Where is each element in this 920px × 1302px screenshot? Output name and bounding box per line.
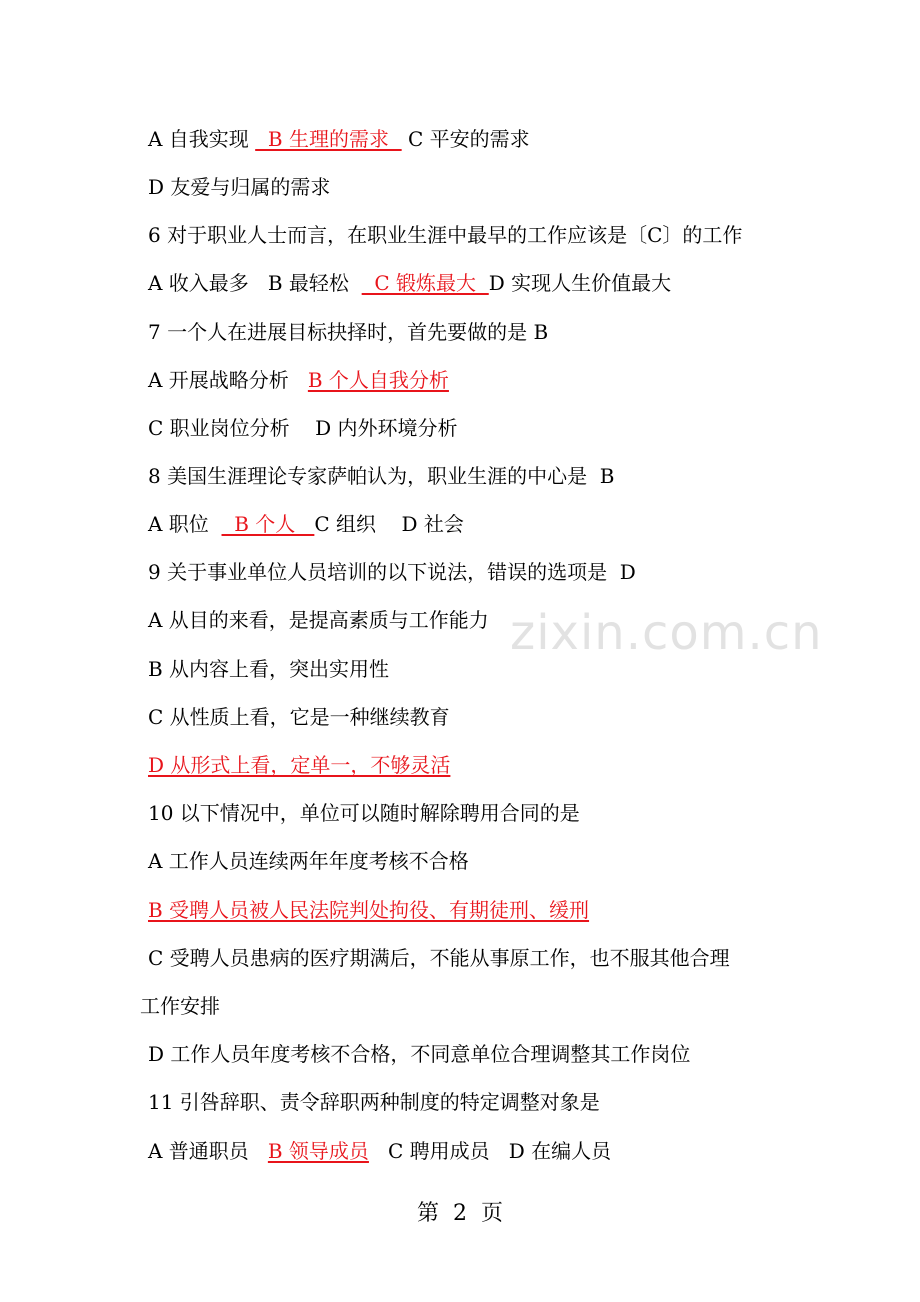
question-6: 6 对于职业人士而言，在职业生涯中最早的工作应该是〔C〕的工作 (148, 223, 743, 247)
option-line-q10-d: D 工作人员年度考核不合格，不同意单位合理调整其工作岗位 (148, 1042, 691, 1066)
option-line-q8 (148, 511, 464, 537)
answer-line-q9-d: D 从形式上看，定单一，不够灵活 (148, 753, 451, 777)
question-7: 7 一个人在进展目标抉择时，首先要做的是 B (148, 320, 549, 344)
watermark: zixin.com.cn (510, 605, 823, 661)
option-line-q5-abc (148, 126, 530, 152)
option-line-q5-d: D 友爱与归属的需求 (148, 175, 331, 199)
answer-highlight: B 个人 (221, 512, 315, 536)
answer-line-q10-b: B 受聘人员被人民法院判处拘役、有期徒刑、缓刑 (148, 898, 590, 922)
option-line-q10-c-continued: 工作安排 (140, 994, 220, 1018)
option-text: C 组织 D 社会 (314, 512, 464, 536)
option-text: D 实现人生价值最大 (488, 271, 672, 295)
answer-highlight: B 生理的需求 (255, 127, 402, 151)
option-text: A 普通职员 (148, 1139, 268, 1163)
question-9: 9 关于事业单位人员培训的以下说法，错误的选项是 D (148, 560, 636, 584)
option-text: A 自我实现 (148, 127, 256, 151)
answer-highlight: B 个人自我分析 (307, 368, 449, 392)
option-line-q10-a: A 工作人员连续两年年度考核不合格 (148, 849, 469, 873)
option-text: C 平安的需求 (401, 127, 530, 151)
question-8: 8 美国生涯理论专家萨帕认为，职业生涯的中心是 B (148, 464, 615, 488)
option-line-q9-c: C 从性质上看，它是一种继续教育 (148, 705, 450, 729)
option-line-q7-cd: C 职业岗位分析 D 内外环境分析 (148, 416, 458, 440)
question-11: 11 引咎辞职、责令辞职两种制度的特定调整对象是 (148, 1090, 600, 1114)
answer-highlight: B 领导成员 (267, 1139, 369, 1163)
answer-highlight: C 锻炼最大 (361, 271, 489, 295)
option-line-q7-ab (148, 367, 449, 393)
option-line-q6 (148, 270, 671, 296)
option-line-q11 (148, 1138, 611, 1164)
option-line-q9-b: B 从内容上看，突出实用性 (148, 657, 390, 681)
option-text: A 收入最多 B 最轻松 (148, 271, 362, 295)
option-text: A 开展战略分析 (148, 368, 308, 392)
option-line-q10-c: C 受聘人员患病的医疗期满后，不能从事原工作，也不服其他合理 (148, 946, 730, 970)
option-text: A 职位 (148, 512, 222, 536)
option-text: C 聘用成员 D 在编人员 (368, 1139, 612, 1163)
option-line-q9-a: A 从目的来看，是提高素质与工作能力 (148, 608, 489, 632)
page-number: 第 2 页 (417, 1201, 503, 1226)
question-10: 10 以下情况中，单位可以随时解除聘用合同的是 (148, 801, 580, 825)
